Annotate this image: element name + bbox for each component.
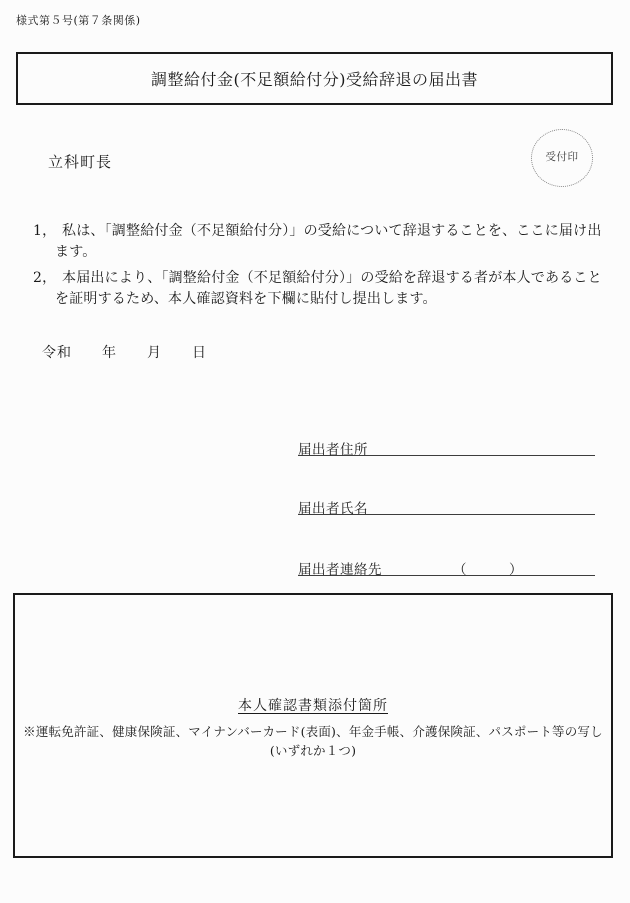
clause-1 (33, 221, 608, 263)
attachment-box-note (15, 723, 611, 760)
clause-2 (33, 268, 608, 310)
clause-2-number: 2， (33, 270, 57, 286)
title-box (16, 52, 613, 105)
clause-1-text: 私は、「調整給付金（不足額給付分）」の受給について辞退することを、ここに届け出 (62, 223, 602, 239)
receipt-stamp-label: 受付印 (545, 150, 579, 163)
attachment-note-line1: ※運転免許証、健康保険証、マイナンバーカード(表面)、年金手帳、介護保険証、パスポート等の写し (23, 724, 603, 739)
address-field-label: 届出者住所 (298, 442, 368, 458)
clause-1-number: 1， (33, 223, 57, 239)
clause-2-continuation: を証明するため、本人確認資料を下欄に貼付し提出します。 (55, 291, 437, 307)
name-field-line (298, 497, 595, 515)
attachment-note-line2: (いずれか１つ) (269, 742, 357, 758)
contact-field-parens: （ ） (453, 562, 523, 578)
clause-1-continuation: ます。 (55, 244, 97, 260)
address-field-line (298, 438, 595, 456)
contact-field-line (298, 558, 595, 576)
form-number-label: 様式第５号(第７条関係) (16, 14, 141, 27)
contact-field-label: 届出者連絡先 (298, 562, 382, 578)
attachment-box-title: 本人確認書類添付箇所 (238, 698, 388, 714)
addressee-label: 立科町長 (48, 153, 113, 171)
receipt-stamp-circle (531, 129, 593, 187)
form-title: 調整給付金(不足額給付分)受給辞退の届出書 (151, 70, 478, 89)
date-line: 令和 年 月 日 (42, 345, 207, 361)
clause-1-first-line (33, 221, 608, 242)
name-field-label: 届出者氏名 (298, 501, 368, 517)
clause-2-first-line (33, 268, 608, 289)
clause-2-text: 本届出により、「調整給付金（不足額給付分）」の受給を辞退する者が本人であること (62, 270, 602, 286)
attachment-box (13, 593, 613, 858)
